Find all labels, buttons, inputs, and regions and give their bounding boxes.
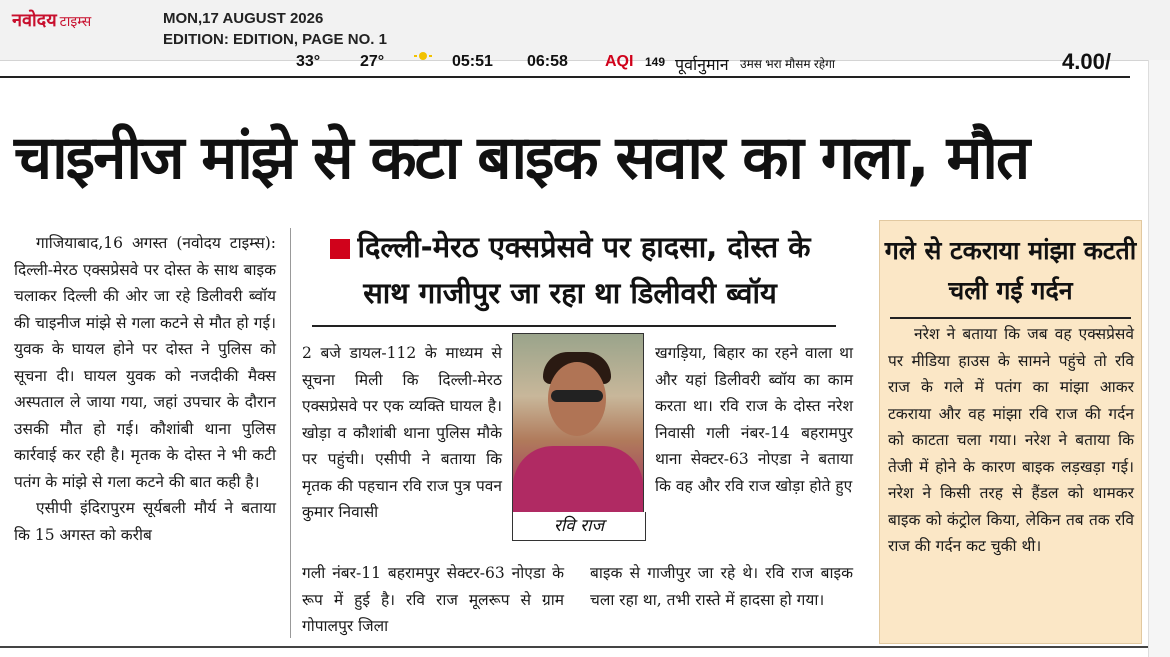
column-divider [290, 228, 291, 638]
col2-bottom-paragraph: गली नंबर-11 बहरामपुर सेक्टर-63 नोएडा के रूप में हुई है। रवि राज मूलरूप से ग्राम गोपालपुर जिला [302, 564, 564, 635]
column-2 [302, 340, 502, 526]
newspaper-logo[interactable] [12, 8, 91, 32]
col3-paragraph: खगड़िया, बिहार का रहने वाला था और यहां डिलीवरी ब्वॉय का काम करता था। रवि राज के दोस्त नरेश निवासी गली नंबर-14 बहरामपुर थाना सेक्टर-63 नोएडा ने बताया कि वह और रवि राज खोड़ा होते हुए [655, 344, 853, 495]
subheadline-rule [312, 325, 836, 327]
forecast-label: पूर्वानुमान [675, 57, 729, 74]
col2-paragraph: 2 बजे डायल-112 के माध्यम से सूचना मिली कि दिल्ली-मेरठ एक्सप्रेसवे पर एक व्यक्ति घायल है। खोड़ा व कौशांबी थाना पुलिस मौके पर पहुंची। एसीपी ने बताया कि मृतक की पहचान रवि राज पुत्र पवन कुमार निवासी [302, 344, 502, 521]
red-bullet-icon [330, 239, 350, 259]
edition-page: EDITION: EDITION, PAGE NO. 1 [163, 31, 387, 48]
scrollbar[interactable] [1148, 60, 1170, 657]
temp-min: 27° [360, 53, 385, 70]
photo-caption: रवि राज [512, 512, 646, 541]
aqi-label: AQI [605, 53, 634, 70]
person-photo [512, 333, 644, 513]
temp-max: 33° [296, 53, 321, 70]
weather-strip [0, 48, 1130, 78]
sun-icon [412, 52, 434, 66]
edition-info [163, 8, 387, 50]
column-3 [655, 340, 853, 499]
bottom-rule [0, 646, 1148, 648]
article-headline: चाइनीज मांझे से कटा बाइक सवार का गला, मौत [14, 123, 1029, 193]
logo-text: नवोदय [12, 10, 57, 31]
col1-paragraph-2: एसीपी इंदिरापुरम सूर्यबली मौर्य ने बताया कि 15 अगस्त को करीब [14, 499, 276, 544]
subheadline-text: दिल्ली-मेरठ एक्सप्रेसवे पर हादसा, दोस्त के साथ गाजीपुर जा रहा था डिलीवरी ब्वॉय [357, 230, 811, 310]
forecast-note: उमस भरा मौसम रहेगा [740, 57, 836, 71]
edition-date: MON,17 AUGUST 2026 [163, 10, 324, 27]
price: 4.00/ [1062, 49, 1111, 74]
sidebar-rule [890, 317, 1131, 319]
sunrise-time: 05:51 [452, 53, 493, 70]
sidebar-text: नरेश ने बताया कि जब वह एक्सप्रेसवे पर मीडिया हाउस के सामने पहुंचे तो रवि राज के गले में पतंग का मांझा आकर टकराया और वह मांझा रवि राज की गर्दन को काटता चला गया। नरेश ने बताया कि तेजी में होने के कारण बाइक लड़खड़ा गई। नरेश ने किसी तरह से हैंडल को थामकर बाइक को कंट्रोल किया, लेकिन तब तक रवि राज की गर्दन कट चुकी थी। [888, 325, 1134, 555]
photo-sunglasses [551, 390, 603, 402]
column-1 [14, 230, 276, 548]
sidebar-heading: गले से टकराया मांझा कटती चली गई गर्दन [884, 236, 1137, 305]
subheadline [305, 224, 835, 316]
column-3-bottom [590, 560, 853, 613]
column-2-bottom [302, 560, 564, 640]
col3-bottom-paragraph: बाइक से गाजीपुर जा रहे थे। रवि राज बाइक चला रहा था, तभी रास्ते में हादसा हो गया। [590, 564, 853, 609]
aqi-value: 149 [645, 55, 666, 69]
sidebar-box [879, 220, 1142, 644]
logo-sub: टाइम्स [59, 14, 92, 30]
sunset-time: 06:58 [527, 53, 568, 70]
photo-shirt [513, 446, 643, 513]
col1-paragraph-1: गाजियाबाद,16 अगस्त (नवोदय टाइम्स): दिल्ली-मेरठ एक्सप्रेसवे पर दोस्त के साथ बाइक चलाकर दिल्ली की ओर जा रहे डिलीवरी ब्वॉय की चाइनीज मांझे से गला कटने से मौत हो गई। युवक के घायल होने पर दोस्त ने पुलिस को सूचना दी। घायल युवक को नजदीकी मैक्स अस्पताल ले जाया गया, जहां उपचार के दौरान उसकी मौत हो गई। कौशांबी थाना पुलिस कार्रवाई कर रही है। मृतक के दोस्त ने भी कटी पतंग के मांझे से गला कटने की बात कही है। [14, 234, 276, 491]
